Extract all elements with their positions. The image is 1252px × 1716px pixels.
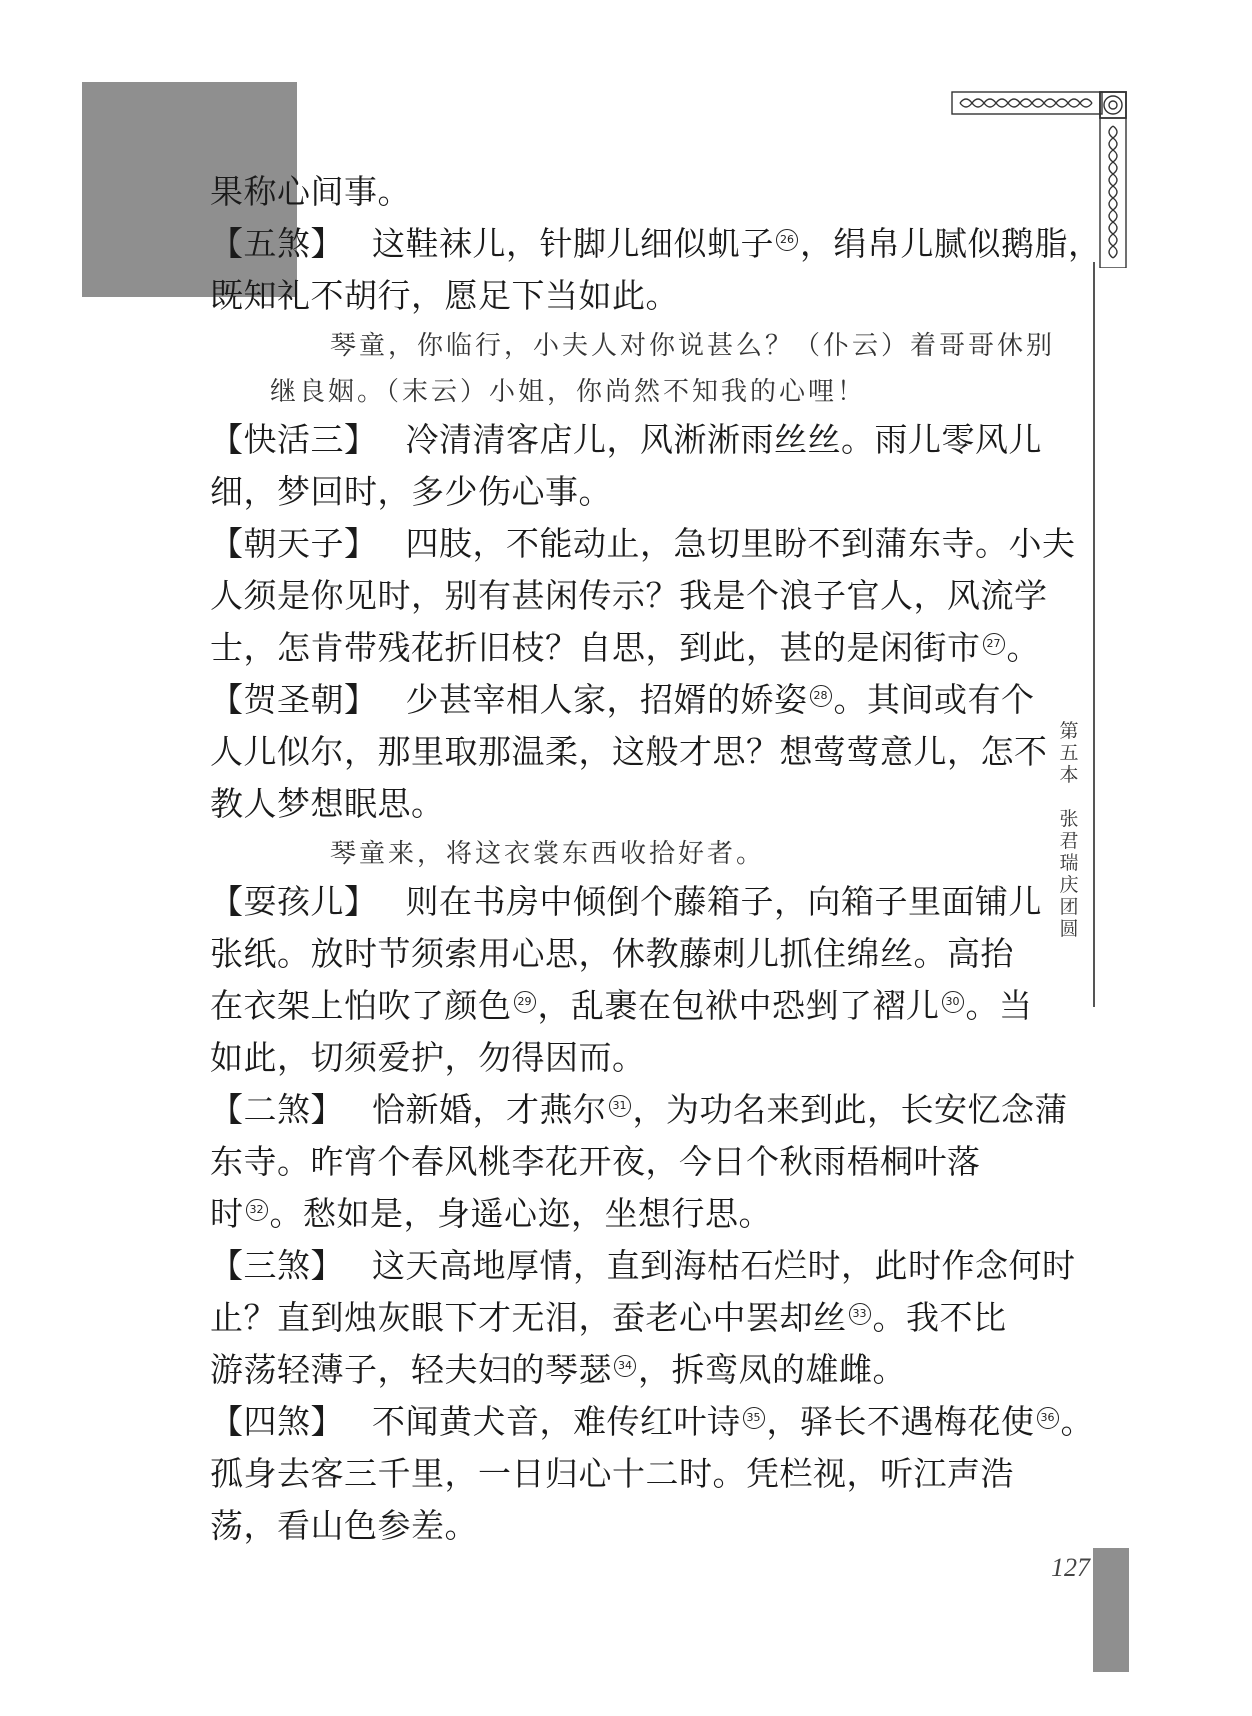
text-run: 游荡轻薄子，轻夫妇的琴瑟 bbox=[210, 1350, 612, 1389]
side-title-char: 圆 bbox=[1059, 918, 1079, 940]
text-run: 孤身去客三千里，一日归心十二时。凭栏视，听江声浩 bbox=[210, 1454, 1014, 1493]
verse-line bbox=[210, 218, 1102, 270]
text-run: 张纸。放时节须索用心思，休教藤刺儿抓住绵丝。高抬 bbox=[210, 934, 1014, 973]
text-run: 。愁如是，身遥心迩，坐想行思。 bbox=[269, 1194, 772, 1233]
footnote-marker: 32 bbox=[246, 1199, 268, 1221]
side-title-char: 庆 bbox=[1059, 874, 1079, 896]
side-title-char: 瑞 bbox=[1059, 852, 1079, 874]
text-run: 在衣架上怕吹了颜色 bbox=[210, 986, 512, 1025]
verse-line bbox=[210, 1292, 1030, 1344]
verse-line bbox=[210, 622, 1040, 674]
footnote-marker: 33 bbox=[849, 1303, 871, 1325]
side-title-char: 五 bbox=[1059, 742, 1079, 764]
verse-line bbox=[210, 414, 1042, 466]
verse-line bbox=[210, 518, 1076, 570]
text-run: 如此，切须爱护，勿得因而。 bbox=[210, 1038, 646, 1077]
text-run: 人儿似尔，那里取那温柔，这般才思？想莺莺意儿，怎不 bbox=[210, 732, 1048, 771]
verse-line bbox=[210, 674, 1035, 726]
text-run: 这天高地厚情，直到海枯石烂时，此时作念何时 bbox=[372, 1246, 1076, 1285]
verse-line bbox=[210, 1084, 1068, 1136]
text-run: 人须是你见时，别有甚闲传示？我是个浪子官人，风流学 bbox=[210, 576, 1048, 615]
footnote-marker: 28 bbox=[810, 685, 832, 707]
text-run: 荡，看山色参差。 bbox=[210, 1506, 478, 1545]
footnote-marker: 34 bbox=[614, 1355, 636, 1377]
verse-line bbox=[210, 1500, 1030, 1552]
footnote-marker: 27 bbox=[983, 633, 1005, 655]
text-run: 少甚宰相人家，招婿的娇姿 bbox=[405, 680, 808, 719]
text-run: 。 bbox=[1060, 1402, 1094, 1441]
side-title-char: 团 bbox=[1059, 896, 1079, 918]
tune-title: 【贺圣朝】 bbox=[210, 680, 378, 719]
footnote-marker: 36 bbox=[1037, 1407, 1059, 1429]
running-title bbox=[1052, 720, 1086, 940]
verse-line bbox=[210, 726, 1048, 778]
verse-line bbox=[210, 1188, 1030, 1240]
side-rule bbox=[1093, 262, 1095, 1007]
footnote-marker: 29 bbox=[514, 991, 536, 1013]
text-run: ，乱裹在包袱中恐剉了褶儿 bbox=[537, 986, 940, 1025]
text-run: 时 bbox=[210, 1194, 244, 1233]
text-run: 则在书房中倾倒个藤箱子，向箱子里面铺儿 bbox=[405, 882, 1042, 921]
main-text bbox=[210, 166, 1102, 1552]
text-run: 冷清清客店儿，风淅淅雨丝丝。雨儿零风儿 bbox=[405, 420, 1042, 459]
tune-title: 【三煞】 bbox=[210, 1246, 344, 1285]
text-run: 东寺。昨宵个春风桃李花开夜，今日个秋雨梧桐叶落 bbox=[210, 1142, 981, 1181]
text-run: 细，梦回时，多少伤心事。 bbox=[210, 472, 612, 511]
text-run: 这鞋袜儿，针脚儿细似虮子 bbox=[372, 224, 774, 263]
verse-line bbox=[210, 270, 1030, 322]
page-number: 127 bbox=[1051, 1553, 1090, 1582]
side-title-char: 第 bbox=[1059, 720, 1079, 742]
side-title-char bbox=[1052, 786, 1086, 808]
side-title-char: 本 bbox=[1059, 764, 1079, 786]
text-run: 四肢，不能动止，急切里盼不到蒲东寺。小夫 bbox=[405, 524, 1076, 563]
text-run: 。其间或有个 bbox=[833, 680, 1035, 719]
footnote-marker: 35 bbox=[743, 1407, 765, 1429]
text-run: 止？直到烛灰眼下才无泪，蚕老心中罢却丝 bbox=[210, 1298, 847, 1337]
verse-line bbox=[210, 778, 1030, 830]
verse-line bbox=[210, 1396, 1094, 1448]
verse-line bbox=[210, 1448, 1030, 1500]
stage-direction bbox=[210, 324, 1056, 368]
verse-line bbox=[210, 570, 1048, 622]
text-run: 。当 bbox=[965, 986, 1033, 1025]
text-run: 既知礼不胡行，愿足下当如此。 bbox=[210, 276, 679, 315]
text-run: 不闻黄犬音，难传红叶诗 bbox=[372, 1402, 741, 1441]
tune-title: 【朝天子】 bbox=[210, 524, 378, 563]
text-run: 士，怎肯带残花折旧枝？自思，到此，甚的是闲街市 bbox=[210, 628, 981, 667]
verse-line bbox=[210, 1240, 1076, 1292]
verse-line bbox=[210, 166, 1030, 218]
text-run: 。 bbox=[1006, 628, 1040, 667]
text-run: ，驿长不遇梅花使 bbox=[766, 1402, 1035, 1441]
text-run: 继良姻。（末云）小姐，你尚然不知我的心哩！ bbox=[270, 377, 867, 407]
verse-line bbox=[210, 1136, 1030, 1188]
verse-line bbox=[210, 466, 1030, 518]
text-run: 教人梦想眠思。 bbox=[210, 784, 445, 823]
text-run: 恰新婚，才燕尔 bbox=[372, 1090, 607, 1129]
text-run: 。我不比 bbox=[872, 1298, 1007, 1337]
text-run: ，为功名来到此，长安忆念蒲 bbox=[632, 1090, 1068, 1129]
verse-line bbox=[210, 928, 1030, 980]
text-run: ，拆鸾凤的雄雌。 bbox=[638, 1350, 906, 1389]
text-run: 果称心间事。 bbox=[210, 172, 411, 211]
verse-line bbox=[210, 1032, 1030, 1084]
text-run: ，绢帛儿腻似鹅脂， bbox=[800, 224, 1102, 263]
page-tab-block bbox=[1093, 1548, 1129, 1672]
footnote-marker: 26 bbox=[776, 229, 798, 251]
side-title-char: 君 bbox=[1059, 830, 1079, 852]
tune-title: 【耍孩儿】 bbox=[210, 882, 378, 921]
text-run: 琴童来，将这衣裳东西收拾好者。 bbox=[330, 839, 766, 869]
verse-line bbox=[210, 980, 1033, 1032]
tune-title: 【快活三】 bbox=[210, 420, 378, 459]
side-title-char: 张 bbox=[1059, 808, 1079, 830]
footnote-marker: 31 bbox=[609, 1095, 631, 1117]
tune-title: 【五煞】 bbox=[210, 224, 344, 263]
verse-line bbox=[210, 876, 1042, 928]
tune-title: 【二煞】 bbox=[210, 1090, 344, 1129]
verse-line bbox=[210, 1344, 1030, 1396]
tune-title: 【四煞】 bbox=[210, 1402, 344, 1441]
footnote-marker: 30 bbox=[942, 991, 964, 1013]
text-run: 琴童，你临行，小夫人对你说甚么？（仆云）着哥哥休别 bbox=[330, 331, 1056, 361]
stage-direction bbox=[210, 832, 1030, 876]
stage-direction bbox=[210, 370, 1030, 414]
